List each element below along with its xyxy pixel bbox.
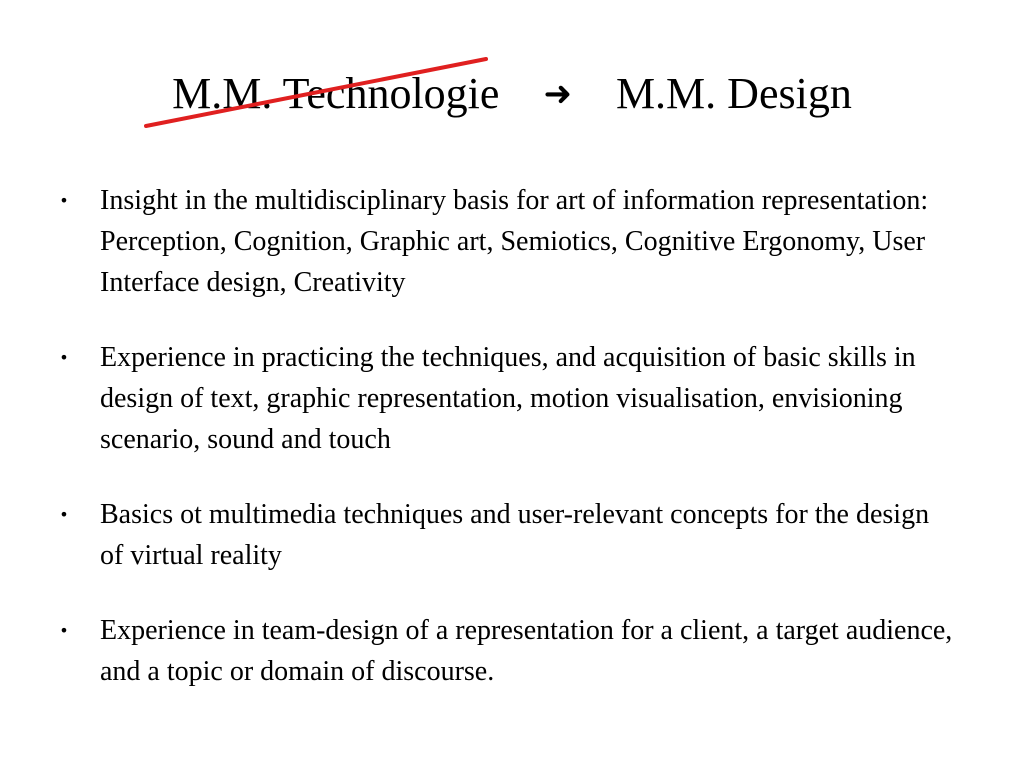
bullet-icon: • bbox=[59, 191, 69, 210]
bullet-text: Experience in practicing the techniques, and acquisition of basic skills in design of text, graphic representation, motion visualisation, envisioning scenario, sound and touch bbox=[100, 342, 916, 455]
arrow-right-icon: ➜ bbox=[543, 74, 572, 114]
bullet-item-1 bbox=[56, 180, 956, 303]
bullet-text: Experience in team-design of a representation for a client, a target audience, and a topic or domain of discourse. bbox=[100, 615, 953, 687]
bullet-item-4 bbox=[56, 610, 956, 692]
strikethrough-line bbox=[146, 56, 488, 132]
bullet-icon: • bbox=[59, 505, 69, 524]
bullet-icon: • bbox=[59, 348, 69, 367]
old-title-text: M.M. Technologie bbox=[172, 69, 500, 118]
bullet-list bbox=[56, 180, 956, 726]
new-title-text: M.M. Design bbox=[615, 69, 852, 118]
bullet-item-3 bbox=[56, 494, 956, 576]
bullet-text: Insight in the multidisciplinary basis for art of information representation: Perception, Cognition, Graphic art, Semiotics, Cognitive Ergonomy, User Interface design, Creativity bbox=[100, 185, 929, 298]
bullet-item-2 bbox=[56, 337, 956, 460]
bullet-text: Basics ot multimedia techniques and user-relevant concepts for the design of virtual reality bbox=[100, 499, 930, 571]
bullet-icon: • bbox=[59, 621, 69, 640]
